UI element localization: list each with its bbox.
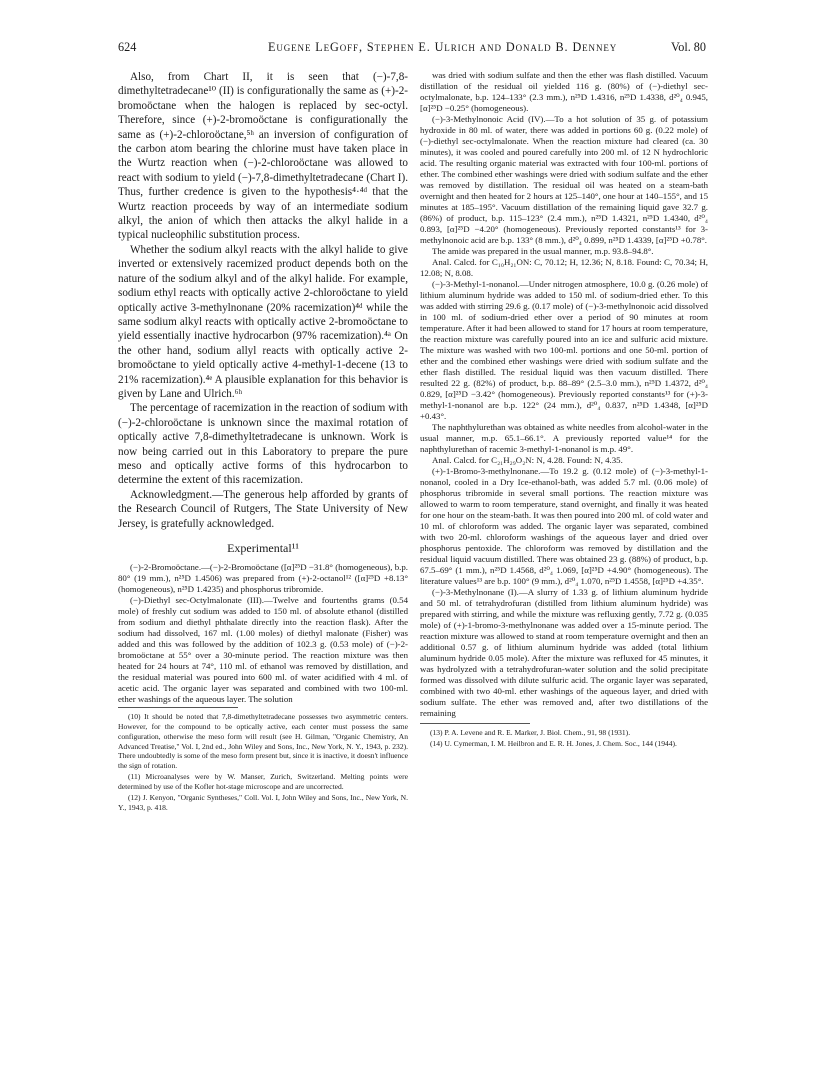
footnote: (12) J. Kenyon, "Organic Syntheses," Coll. Vol. I, John Wiley and Sons, Inc., New York, N. Y., 1943, p. 418. (118, 792, 408, 812)
body-paragraph: The percentage of racemization in the reaction of sodium with (−)-2-chloroöctane is unknown since the maximal rotation of optically active 7,8-dimethyltetradecane is unknown. Work is now being carried out in this Laboratory to prepare the pure meso and optically active forms of this hydrocarbon to determine the extent of this racemization. (118, 402, 408, 487)
experimental-paragraph: (+)-1-Bromo-3-methylnonane.—To 19.2 g. (0.12 mole) of (−)-3-methyl-1-nonanol, cooled in a Dry Ice-ethanol-bath, was added 5.7 ml. (0.06 mole) of phosphorus tribromide in several small portions. The reaction mixture was allowed to warm to room temperature, stand overnight, and finally it was heated for one hour on the steam-bath. It was then poured into 200 ml. of cold water and 10 ml. of chloroform was added. The organic layer was separated, combined with two 20-ml. chloroform washings of the aqueous layer and dried over phosphorus pentoxide. The chloroform was removed by distillation and the residual liquid vacuum distilled. There was obtained 23 g. (88%) of product, b.p. 67.5–69° (1 mm.), n²⁵D 1.4568, d²⁰₄ 1.069, [α]²⁵D +4.90° (homogeneous). The literature values¹³ are b.p. 100° (9 mm.), d²⁰₄ 1.070, n²⁵D 1.4558, [α]²⁵D +4.35°. (420, 466, 708, 586)
experimental-paragraph: The naphthylurethan was obtained as white needles from alcohol-water in the usual manner, m.p. 65.1–66.1°. A previously reported value¹⁴ for the naphthylurethan of racemic 3-methyl-1-nonanol is m.p. 49°. (420, 422, 708, 454)
analysis-paragraph: Anal. Calcd. for C₂₁H₂₉O₂N: N, 4.28. Found: N, 4.35. (432, 455, 623, 465)
experimental-heading: Experimental¹¹ (227, 541, 299, 555)
left-column (118, 70, 408, 813)
volume-label: Vol. 80 (671, 40, 706, 54)
footnote: (14) U. Cymerman, I. M. Heilbron and E. R. H. Jones, J. Chem. Soc., 144 (1944). (430, 738, 677, 748)
footnote: (10) It should be noted that 7,8-dimethyltetradecane possesses two asymmetric centers. However, for the compound to be optically active, each center must possess the same configuration, otherwise the meso form will result (see H. Gilman, "Organic Chemistry, An Advanced Treatise," Vol. I, 2nd ed., John Wiley and Sons, Inc., New York, N. Y., 1943, p. 232). There undoubtedly is some of the meso form present but, since it is inactive, it doesn't influence the sign of rotation. (118, 712, 408, 771)
footnotes (118, 712, 408, 812)
page-number: 624 (118, 40, 137, 54)
footnotes (420, 728, 708, 749)
experimental-paragraph: The amide was prepared in the usual manner, m.p. 93.8–94.8°. (432, 246, 654, 256)
experimental-paragraph: (−)-2-Bromoöctane.—(−)-2-Bromoöctane ([α]²⁵D −31.8° (homogeneous), b.p. 80° (19 mm.), n²⁵D 1.4506) was prepared from (+)-2-octanol¹² ([α]²⁵D +8.13° (homogeneous), n²⁵D 1.4235) and phosphorus tribromide. (118, 562, 408, 594)
footnote-divider (420, 723, 530, 724)
experimental-paragraph: (−)-3-Methylnonoic Acid (IV).—To a hot solution of 35 g. of potassium hydroxide in 80 ml. of water, there was added in portions 60 g. (0.22 mole) of (−)-diethyl sec-octylmalonate. When the reaction mixture had cleared (ca. 30 minutes), it was cooled and poured carefully into 200 ml. of 12 N hydrochloric acid. The resulting organic material was extracted with four 100-ml. portions of ether. The combined ether washings were dried with sodium sulfate and the ether was removed by distillation. The residual oil was heated on a steam-bath overnight and then heated for 2 hours at 125–140°, one hour at 140–155°, and 15 minutes at 185–195°. Vacuum distillation of the remaining liquid gave 32.7 g. (86%) of product, b.p. 115–123° (2.4 mm.), n²⁵D 1.4321, n²⁵D 1.4340, d²⁰₄ 0.893, [α]²⁵D −4.20° (homogeneous). Previously reported constants¹³ for 3-methylnonoic acid are b.p. 133° (8 mm.), d²⁰₄ 0.899, n²⁵D 1.4339, [α]²⁵D +0.78°. (420, 114, 708, 245)
analysis-paragraph: Anal. Calcd. for C₁₀H₂₁ON: C, 70.12; H, 12.36; N, 8.18. Found: C, 70.34; H, 12.08; N, 8.08. (420, 257, 708, 278)
footnote-divider (118, 707, 238, 708)
running-authors: Eugene LeGoff, Stephen E. Ulrich and Donald B. Denney (268, 40, 618, 54)
body-paragraph: Whether the sodium alkyl reacts with the alkyl halide to give inverted or extensively racemized product depends both on the nature of the sodium alkyl and of the alkyl halide. For example, sodium ethyl reacts with optically active 2-chloroöctane to yield optically active 3-methylnonane (20% racemization)⁴ᵈ while the same sodium alkyl reacts with optically active 2-bromoöctane to yield essentially inactive hydrocarbon (97% racemization).⁴ᵃ On the other hand, sodium allyl reacts with optically active 2-bromoöctane to yield optically active 4-methyl-1-decene (13 to 21% racemization).⁴ᵉ A plausible explanation for this behavior is given by Lane and Ulrich.⁶ʰ (118, 243, 408, 400)
footnote: (11) Microanalyses were by W. Manser, Zurich, Switzerland. Melting points were determined by use of the Kofler hot-stage microscope and are uncorrected. (118, 772, 408, 791)
body-paragraph: Also, from Chart II, it is seen that (−)-7,8-dimethyltetradecane¹⁰ (II) is configurationally the same as (+)-2-bromoöctane when the halogen is replaced by sec-octyl. Therefore, since (+)-2-bromoöctane is configurationally the same as (+)-2-chloroöctane,⁵ʰ an inversion of configuration of the carbon atom bearing the chlorine must have taken place in the Wurtz reaction when (−)-2-chloroöctane was allowed to react with sodium to yield (−)-7,8-dimethyltetradecane (Chart I). Thus, further credence is given to the hypothesis⁴·⁴ᵈ that the Wurtz reaction proceeds by way of an intermediate sodium alkyl, the anion of which then attacks the alkyl halide in a typical nucleophilic substitution process. (118, 71, 408, 242)
experimental-paragraph: (−)-3-Methylnonane (I).—A slurry of 1.33 g. of lithium aluminum hydride and 50 ml. of tetrahydrofuran (distilled from lithium aluminum hydride) was prepared with stirring, and while the mixture was refluxing gently, 7.72 g. (0.035 mole) of (+)-1-bromo-3-methylnonane was added over a 15-minute period. The reaction mixture was allowed to stand at room temperature overnight and then an additional 0.57 g. of lithium aluminum hydride was added (total lithium aluminum hydride 0.05 mole). After the mixture was refluxed for 45 minutes, it was hydrolyzed with a tetrahydrofuran-water solution and the solid precipitate formed was dissolved with dilute sulfuric acid. The organic layer was separated, combined with two 40-ml. ether washings of the aqueous layer, and dried with sodium sulfate. The ether was removed and, after two distillations of the remaining (420, 587, 708, 718)
right-column (420, 70, 708, 750)
acknowledgment-paragraph: Acknowledgment.—The generous help afforded by grants of the Research Council of Rutgers, The State University of New Jersey, is gratefully acknowledged. (118, 488, 408, 530)
experimental-paragraph: (−)-3-Methyl-1-nonanol.—Under nitrogen atmosphere, 10.0 g. (0.26 mole) of lithium aluminum hydride was added to 150 ml. of sodium-dried ether. To this was added with stirring 29.6 g. (0.17 mole) of (−)-3-methylnonoic acid dissolved in 100 ml. of sodium-dried ether over a period of 90 minutes at room temperature. After it had been allowed to stand for 17 hours at room temperature, the reaction mixture was carefully poured into an ice and sulfuric acid mixture. The mixture was washed with two 100-ml. portions and one 50-ml. portion of ether and the combined ether washings were dried with sodium sulfate and the ether flash distilled. The residual liquid was then vacuum distilled. There resulted 22 g. (82%) of product, b.p. 88–89° (2.5–3.0 mm.), n²⁵D 1.4372, d²⁰₄ 0.829, [α]²⁵D −3.42° (homogeneous). Previously reported constants¹³ for (+)-3-methyl-1-nonanol are b.p. 122° (24 mm.), d²⁰₄ 0.837, n²⁵D 1.4348, [α]²⁵D +0.43°. (420, 279, 708, 421)
footnote: (13) P. A. Levene and R. E. Marker, J. Biol. Chem., 91, 98 (1931). (430, 728, 631, 737)
experimental-paragraph: was dried with sodium sulfate and then the ether was flash distilled. Vacuum distillation of the residual oil yielded 116 g. (80%) of (−)-diethyl sec-octylmalonate, b.p. 124–133° (2.3 mm.), n²⁵D 1.4316, n²⁵D 1.4338, d²⁰₄ 0.945, [α]²⁵D −0.25° (homogeneous). (420, 70, 708, 113)
page-header (118, 40, 706, 56)
experimental-paragraph: (−)-Diethyl sec-Octylmalonate (III).—Twelve and fourtenths grams (0.54 mole) of freshly cut sodium was added to 150 ml. of absolute ethanol (distilled from sodium and diethyl phthalate directly into the reaction flask). After the sodium had dissolved, 167 ml. (1.00 moles) of diethyl malonate (Fisher) was added and this was followed by the addition of 102.3 g. (0.53 mole) of (−)-2-bromoöctane at 55° over a 30-minute period. The reaction mixture was then heated for 24 hours at 74°, 110 ml. of ethanol was removed by distillation, and the residual material was poured into 600 ml. of water acidified with 4 ml. of acetic acid. The organic layer was separated and combined with two 100-ml. ether washings of the aqueous layer. The solution (118, 595, 408, 704)
